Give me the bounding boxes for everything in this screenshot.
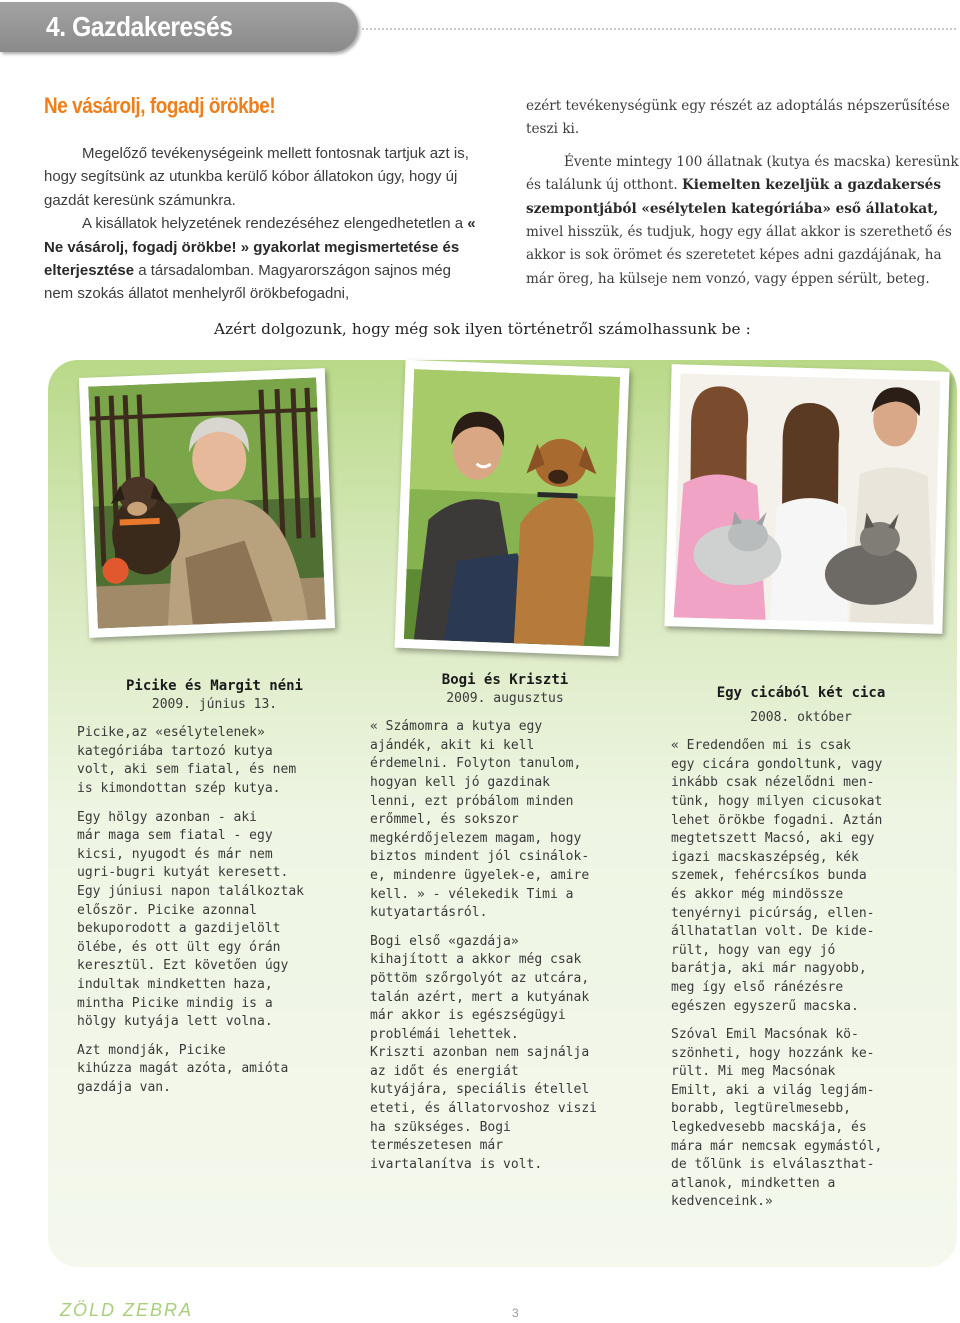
photo-picike-margit (79, 368, 335, 638)
story-bogi (370, 671, 640, 1174)
header-dotted-rule (362, 28, 956, 30)
intro-right-paragraph-1: ezért tevékenységünk egy részét az adoptálás népszerűsítése teszi ki. (526, 98, 950, 138)
story-paragraph: Picike,az «esélytelenek» kategóriába tartozó kutya volt, aki sem fiatal, és nem is kimondottan szép kutya. (77, 725, 297, 796)
story-date: 2009. június 13. (151, 696, 278, 712)
intro-right-column (526, 95, 960, 291)
intro-heading: Ne vásárolj, fogadj örökbe! (44, 93, 276, 118)
publisher-logo: ZÖLD ZEBRA (60, 1300, 194, 1320)
story-paragraph: Bogi első «gazdája» kihajított a akkor még csak pöttöm szőrgolyót az utcára, talán azért, mert a kutyának már akkor is egészségügyi problémái lehettek. Kriszti azonban nem sajnálja az időt és energiát kutyájára, speciális étellel eteti, és állatorvoshoz viszi ha szükséges. Bogi természetesen már ivartalanítva is volt. (370, 933, 597, 1172)
story-title: Picike és Margit néni (125, 678, 303, 694)
intro-paragraph-2a: A kisállatok helyzetének rendezéséhez elengedhetetlen a (82, 215, 464, 233)
page-number: 3 (512, 1306, 519, 1320)
story-date: 2009. augusztus (446, 690, 564, 706)
story-paragraph: « Eredendően mi is csak egy cicára gondoltunk, vagy inkább csak nézelődni men- tünk, hogy milyen cicusokat lehet örökbe fogadni. Aztán megtetszett Macsó, aki egy igazi macskaszépség, kék szemek, fehércsíkos bunda és akkor még mindössze tenyérnyi picúrság, ellen- állhatatlan volt. De kide- rült, hogy van egy jó barátja, aki már nagyobb, meg így első ránézésre egészen egyszerű macska. (671, 738, 883, 1014)
story-paragraph: Azt mondják, Picike kihúzza magát azóta, amióta gazdája van. (77, 1042, 289, 1095)
intro-slogan: « Ne vásárolj, fogadj örökbe! » gyakorlat megismertetése és elterjesztése (44, 215, 476, 280)
story-paragraph: Szóval Emil Macsónak kö- szönheti, hogy hozzánk ke- rült. Mi meg Macsónak Emilt, aki a világ legjám- borabb, legtürelmesebb, legkedvesebb macskája, és mára már nemcsak egymástól, de tőlünk is elválaszthat- atlanok, mindketten a kedvenceink.» (671, 1027, 883, 1210)
story-date: 2008. október (750, 709, 852, 725)
story-paragraph: « Számomra a kutya egy ajándék, akit ki kell érdemelni. Folyton tanulom, hogyan kell jó gazdinak lenni, ezt próbálom minden erőmmel, és sokszor megkérdőjelezem magam, hogy biztos mindent jól csinálok- e, mindenre ügyelek-e, amire kell. » - vélekedik Timi a kutyatartásról. (370, 719, 590, 921)
story-picike (77, 677, 352, 1097)
intro-paragraph-2c: a társadalomban. Magyarországon sajnos még nem szokás állatot menhelyről örökbefogadni, (44, 262, 451, 303)
stories-tagline: Azért dolgozunk, hogy még sok ilyen történetről számolhassunk be : (214, 320, 751, 338)
intro-right-paragraph-2a: Évente mintegy 100 állatnak (kutya és macska) keresünk és találunk új otthont. (526, 153, 959, 194)
intro-paragraph-1: Megelőző tevékenységeink mellett fontosnak tartjuk azt is, hogy segítsünk az utunkba kerülő kóbor állatokon úgy, hogy új gazdát keresünk számunkra. (44, 145, 469, 209)
intro-right-paragraph-2c: mivel hisszük, és tudjuk, hogy egy állat akkor is szerethető és akkor is sok örömet és szeretetet képes adni gazdájának, ha már öreg, ha külseje nem vonzó, vagy éppen sérült, beteg. (526, 224, 952, 287)
story-title: Egy cicából két cica (716, 685, 886, 701)
intro-left-column (44, 142, 484, 306)
photo-cicak (664, 364, 949, 634)
section-header-tab (0, 2, 358, 52)
photo-bogi-kriszti (395, 360, 630, 656)
story-cicak (671, 684, 931, 1212)
story-paragraph: Egy hölgy azonban - aki már maga sem fiatal - egy kicsi, nyugodt és már nem ugri-bugri kutyát keresett. Egy júniusi napon találkoztak először. Picike azonnal bekuporodott a gazdijelölt ölébe, és ott ült egy órán keresztül. Ezt követően úgy indultak mindketten haza, mintha Picike mindig is a hölgy kutyája lett volna. (77, 809, 304, 1030)
section-title: 4. Gazdakeresés (46, 11, 233, 42)
intro-emphasis: Kiemelten kezeljük a gazdakersés szempontjából «esélytelen kategóriába» eső állatokat, (526, 177, 941, 217)
story-title: Bogi és Kriszti (441, 672, 569, 688)
